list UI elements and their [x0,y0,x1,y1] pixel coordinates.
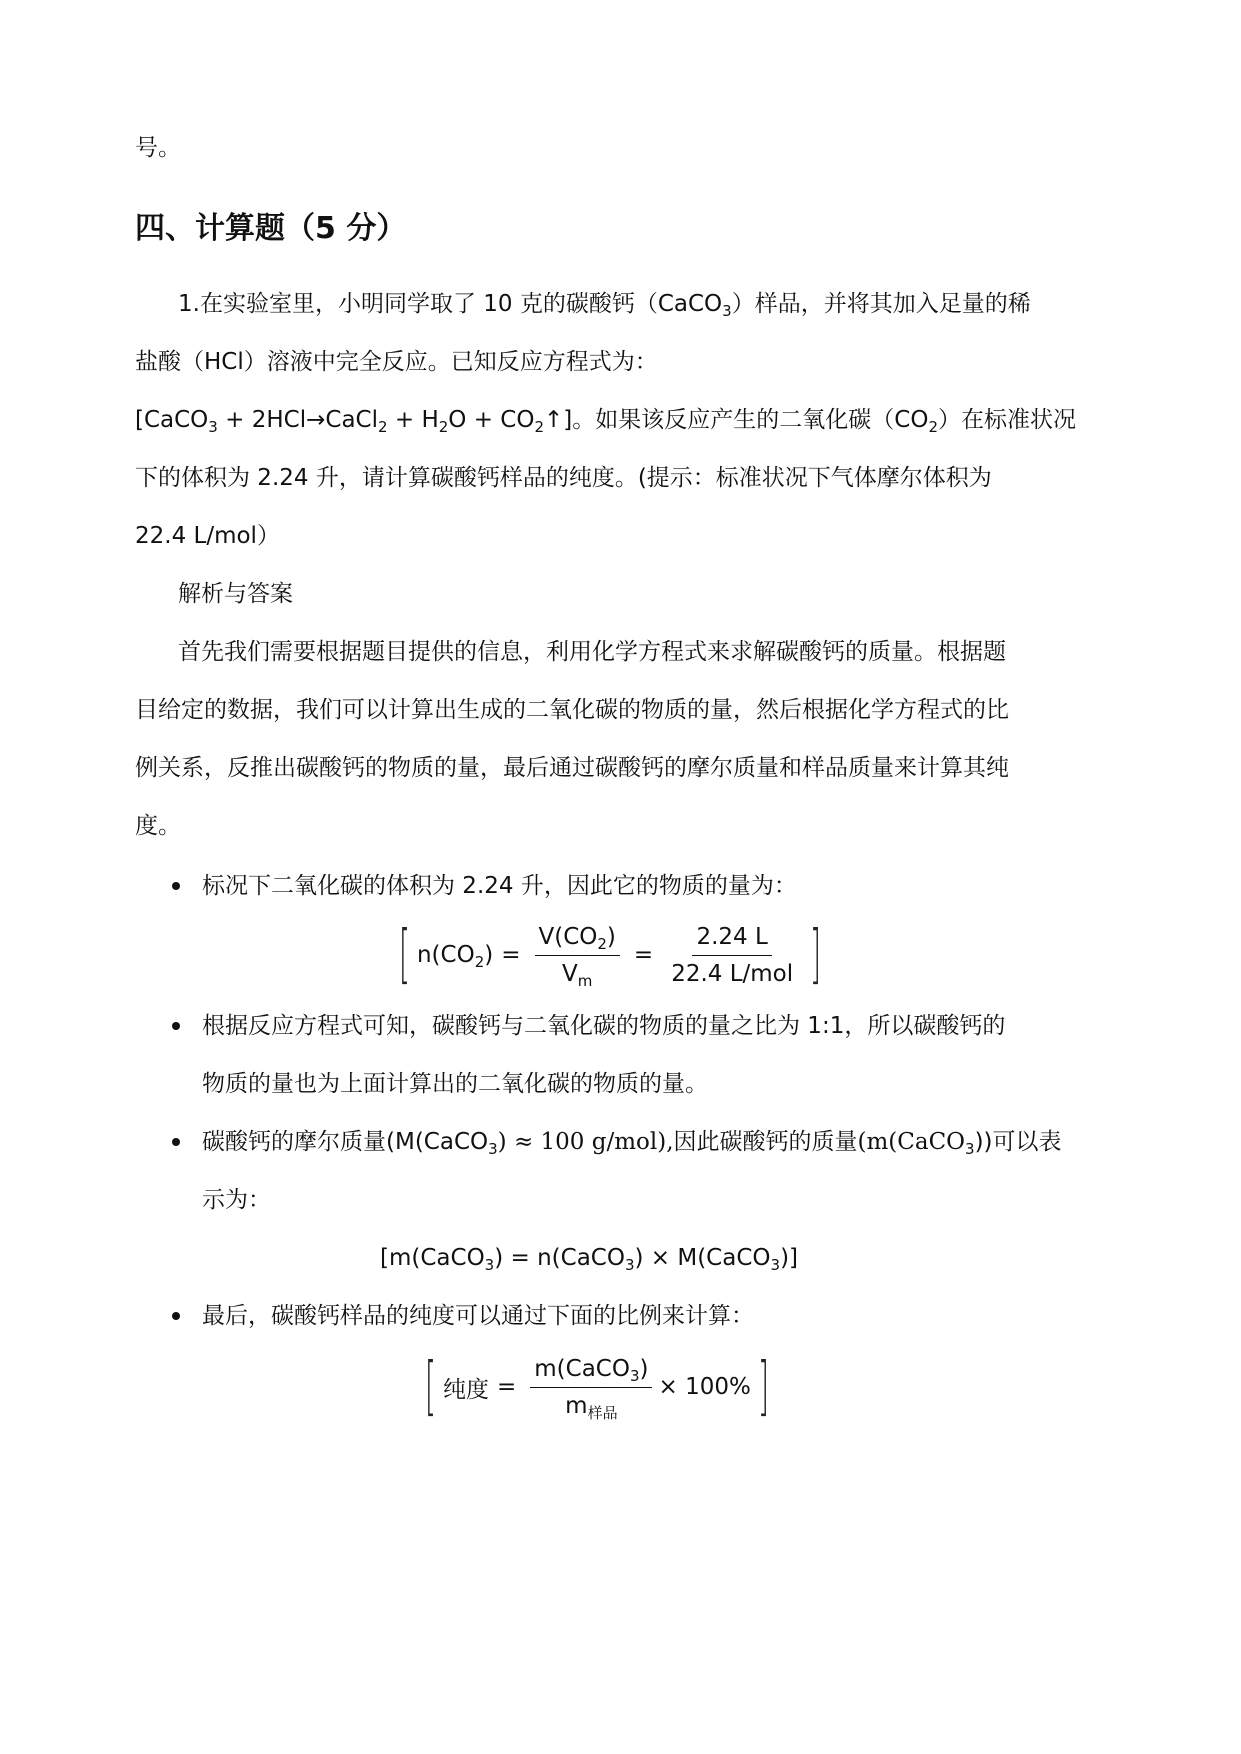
eq1-lhs: $n(CO_2)$ [416,942,494,971]
bullet-dot [172,1312,180,1320]
right-bracket: ] [757,1350,769,1424]
equals-sign: = [633,942,654,968]
question-line-2: 盐酸（HCl）溶液中完全反应。已知反应方程式为： [135,349,658,375]
bullet-dot [172,1022,180,1030]
equation-mass-caco3: [m(CaCO$_3$) = n(CaCO$_3$) × M(CaCO$_3$)] [380,1245,799,1274]
analysis-line-4: 度。 [135,813,181,839]
purity-label: 纯度 [442,1376,489,1403]
fraction-values: $\frac{2.24 L}{\text{22.4 L/mol}}$ [671,923,794,987]
bullet-4-text: 最后，碳酸钙样品的纯度可以通过下面的比例来计算： [202,1303,754,1329]
bullet-3-line-1: 碳酸钙的摩尔质量(M(CaCO$_3$) ≈ 100 g/mol),因此碳酸钙的质量(m(CaCO$_3$))可以表 [202,1129,1062,1158]
analysis-line-2: 目给定的数据，我们可以计算出生成的二氧化碳的物质的量，然后根据化学方程式的比 [135,697,1009,723]
percent-factor: × 100% [658,1374,751,1400]
analysis-line-3: 例关系，反推出碳酸钙的物质的量，最后通过碳酸钙的摩尔质量和样品质量来计算其纯 [135,755,1009,781]
equals-sign: = [496,1374,517,1400]
analysis-line-1: 首先我们需要根据题目提供的信息，利用化学方程式来求解碳酸钙的质量。根据题 [178,639,1006,665]
question-line-4: 下的体积为 2.24 升，请计算碳酸钙样品的纯度。(提示：标准状况下气体摩尔体积为 [135,465,992,491]
bullet-2-line-1: 根据反应方程式可知，碳酸钙与二氧化碳的物质的量之比为 1:1，所以碳酸钙的 [202,1013,1006,1039]
section-heading: 四、计算题（5 分） [135,211,407,246]
bullet-1-text: 标况下二氧化碳的体积为 2.24 升，因此它的物质的量为： [202,873,797,899]
left-bracket: [ [398,918,411,992]
equation-purity [418,1352,776,1422]
bullet-2-line-2: 物质的量也为上面计算出的二氧化碳的物质的量。 [202,1071,708,1097]
fraction-mass-ratio: $\frac{m(CaCO_3)}{m_{样品}}$ [530,1354,652,1421]
left-bracket: [ [424,1350,437,1424]
top-fragment: 号。 [135,135,181,161]
equals-sign: = [501,942,521,968]
right-bracket: ] [810,918,822,992]
question-line-5: 22.4 L/mol） [135,523,280,549]
answer-label: 解析与答案 [178,581,293,607]
bullet-dot [172,1138,180,1146]
fraction-volume-over-vm: $\frac{V(CO_2)}{V_m}$ [535,922,620,989]
question-line-3-equation: [CaCO$_3$ + 2HCl→CaCl$_2$ + $H_2O$ + $CO_2↑$]。如果该反应产生的二氧化碳$(CO_2)$在标准状况 [135,407,1076,436]
bullet-dot [172,882,180,890]
question-line-1: 1.在实验室里，小明同学取了 10 克的碳酸钙（CaCO$_3$）样品，并将其加入足量的稀 [178,291,1031,320]
bullet-3-line-2: 示为： [202,1187,271,1213]
equation-moles-co2 [392,918,828,992]
